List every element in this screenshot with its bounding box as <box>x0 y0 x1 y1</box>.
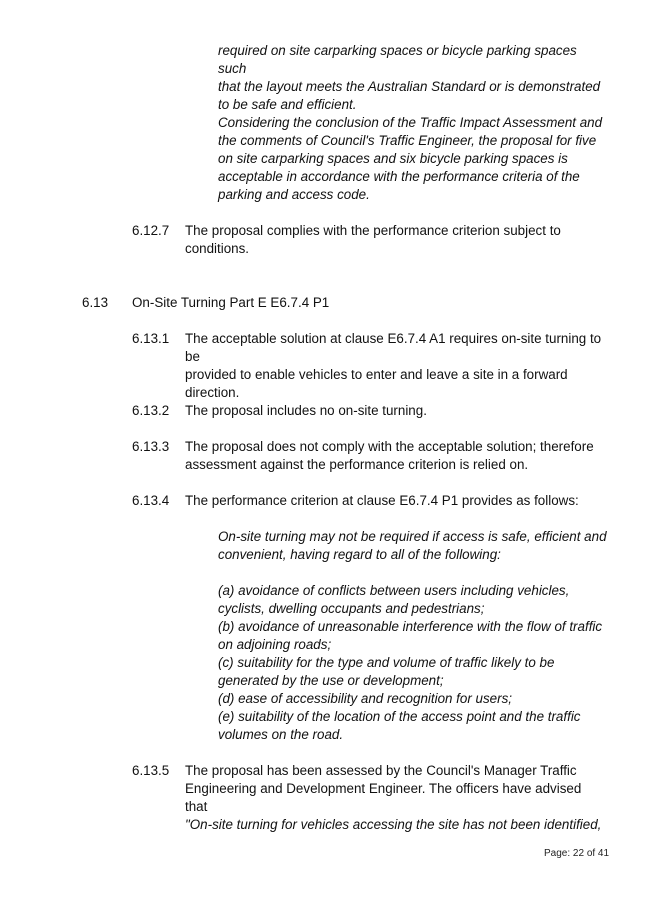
section-number: 6.13 <box>82 295 109 310</box>
clause-number: 6.13.3 <box>132 439 170 454</box>
quote-line: volumes on the road. <box>218 727 344 742</box>
clause-number: 6.13.2 <box>132 403 170 418</box>
clause-line: The acceptable solution at clause E6.7.4 A1 requires on-site turning to be <box>185 331 602 364</box>
clause-line: The proposal does not comply with the acceptable solution; therefore <box>185 439 594 454</box>
clause-number: 6.13.4 <box>132 493 170 508</box>
quote-line: the comments of Council's Traffic Engineer, the proposal for five <box>218 133 597 148</box>
quote-line: (e) suitability of the location of the access point and the traffic <box>218 709 581 724</box>
clause-line: provided to enable vehicles to enter and leave a site in a forward <box>185 367 568 382</box>
quote-criterion-intro <box>218 528 608 564</box>
quote-parking-standard <box>218 42 608 114</box>
quote-line: (b) avoidance of unreasonable interference with the flow of traffic <box>218 619 603 634</box>
quote-line: (a) avoidance of conflicts between users including vehicles, <box>218 583 570 598</box>
quote-line: generated by the use or development; <box>218 673 444 688</box>
clause-line: "On-site turning for vehicles accessing the site has not been identified, <box>185 817 602 832</box>
clause-text <box>185 402 605 420</box>
clause-number: 6.13.1 <box>132 331 170 346</box>
quote-line: (c) suitability for the type and volume of traffic likely to be <box>218 655 555 670</box>
quote-line: On-site turning may not be required if access is safe, efficient and <box>218 529 607 544</box>
quote-line: required on site carparking spaces or bicycle parking spaces such <box>218 43 577 76</box>
quote-line: convenient, having regard to all of the following: <box>218 547 501 562</box>
quote-traffic-assessment <box>218 114 608 204</box>
quote-line: on adjoining roads; <box>218 637 332 652</box>
page-number-footer: Page: 22 of 41 <box>544 848 610 859</box>
clause-text <box>185 330 605 402</box>
clause-line: assessment against the performance criterion is relied on. <box>185 457 529 472</box>
clause-line: The proposal has been assessed by the Council's Manager Traffic <box>185 763 577 778</box>
quote-line: Considering the conclusion of the Traffic Impact Assessment and <box>218 115 603 130</box>
quote-line: acceptable in accordance with the performance criteria of the <box>218 169 580 184</box>
clause-text <box>185 438 605 474</box>
clause-text <box>185 762 605 834</box>
quote-criterion-list <box>218 582 608 744</box>
clause-line: The performance criterion at clause E6.7.4 P1 provides as follows: <box>185 493 579 508</box>
clause-number: 6.13.5 <box>132 763 170 778</box>
quote-line: parking and access code. <box>218 187 370 202</box>
clause-line: The proposal complies with the performance criterion subject to <box>185 223 561 238</box>
section-title: On-Site Turning Part E E6.7.4 P1 <box>132 295 330 310</box>
clause-line: The proposal includes no on-site turning. <box>185 403 427 418</box>
quote-line: to be safe and efficient. <box>218 97 357 112</box>
quote-line: (d) ease of accessibility and recognition for users; <box>218 691 512 706</box>
clause-text <box>185 492 605 510</box>
clause-line: conditions. <box>185 241 250 256</box>
clause-line: direction. <box>185 385 240 400</box>
clause-number: 6.12.7 <box>132 223 170 238</box>
quote-line: that the layout meets the Australian Standard or is demonstrated <box>218 79 601 94</box>
clause-line: Engineering and Development Engineer. The officers have advised that <box>185 781 582 814</box>
quote-line: cyclists, dwelling occupants and pedestrians; <box>218 601 485 616</box>
clause-text <box>185 222 605 258</box>
quote-line: on site carparking spaces and six bicycle parking spaces is <box>218 151 568 166</box>
